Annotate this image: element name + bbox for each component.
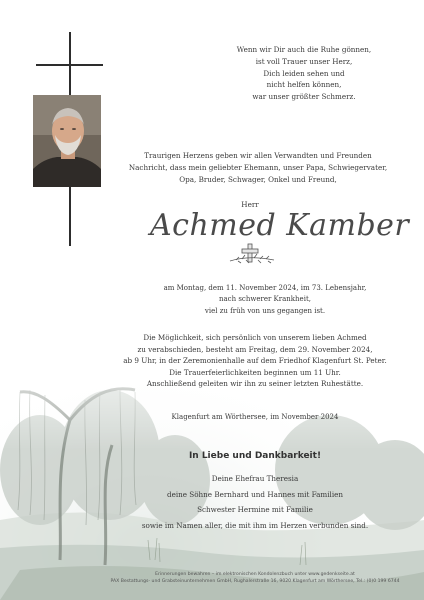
cross-horizontal-bar [36, 64, 103, 66]
announcement-intro [118, 150, 398, 185]
ceremony-line: Die Trauerfeierlichkeiten beginnen um 11 Uhr. [169, 367, 341, 377]
intro-line: Opa, Bruder, Schwager, Onkel und Freund, [179, 174, 337, 184]
mourner-line: Schwester Hermine mit Familie [197, 505, 313, 514]
poem [214, 44, 394, 103]
mourner-line: deine Söhne Bernhard und Hannes mit Familien [166, 489, 344, 499]
ceremony-line: Anschließend geleiten wir ihn zu seiner letzten Ruhestätte. [146, 379, 364, 389]
salutation: Herr [241, 200, 259, 209]
ceremony-line: Die Möglichkeit, sich persönlich von unserem lieben Achmed [143, 333, 367, 342]
footer-line: Erinnerungen bewahren – im elektronischen Kondolenzbuch unter www.gedenkseite.at [155, 572, 355, 577]
deceased-name: Achmed Kamber [150, 208, 410, 243]
place-date: Klagenfurt am Wörthersee, im November 2024 [171, 413, 339, 421]
cross-branch-ornament-icon [228, 241, 276, 267]
ceremony-line: ab 9 Uhr, in der Zeremonienhalle auf dem Friedhof Klagenfurt St. Peter. [123, 356, 387, 366]
signature-title: In Liebe und Dankbarkeit! [188, 451, 322, 461]
mourner-line: Deine Ehefrau Theresia [211, 474, 299, 483]
details-line: nach schwerer Krankheit, [219, 295, 311, 304]
poem-line: Wenn wir Dir auch die Ruhe gönnen, [236, 45, 372, 54]
poem-line: war unser größter Schmerz. [252, 92, 356, 102]
mourner-line: sowie im Namen aller, die mit ihm im Herzen verbunden sind. [141, 520, 369, 530]
details-line: viel zu früh von uns gegangen ist. [204, 306, 326, 315]
mourners-list [110, 471, 400, 533]
portrait-photo [33, 95, 101, 187]
ceremony-line: zu verabschieden, besteht am Freitag, dem 29. November 2024, [137, 344, 373, 354]
poem-line: ist voll Trauer unser Herz, [255, 56, 353, 66]
details-line: am Montag, dem 11. November 2024, im 73. Lebensjahr, [163, 284, 367, 292]
funeral-home-footer [100, 571, 410, 585]
poem-line: nicht helfen können, [266, 80, 342, 90]
ceremony-info [105, 332, 405, 390]
poem-line: Dich leiden sehen und [263, 68, 345, 78]
footer-line: PAX Bestattungs- und Grabsteinunternehmen GmbH, Rughalerstraße 16, 9020 Klagenfurt am Wörthersee, Tel.: (0)0 199 6744 [110, 579, 400, 584]
intro-line: Traurigen Herzens geben wir allen Verwandten und Freunden [144, 151, 372, 160]
death-details [140, 283, 390, 317]
intro-line: Nachricht, dass mein geliebter Ehemann, unser Papa, Schwiegervater, [128, 162, 388, 172]
